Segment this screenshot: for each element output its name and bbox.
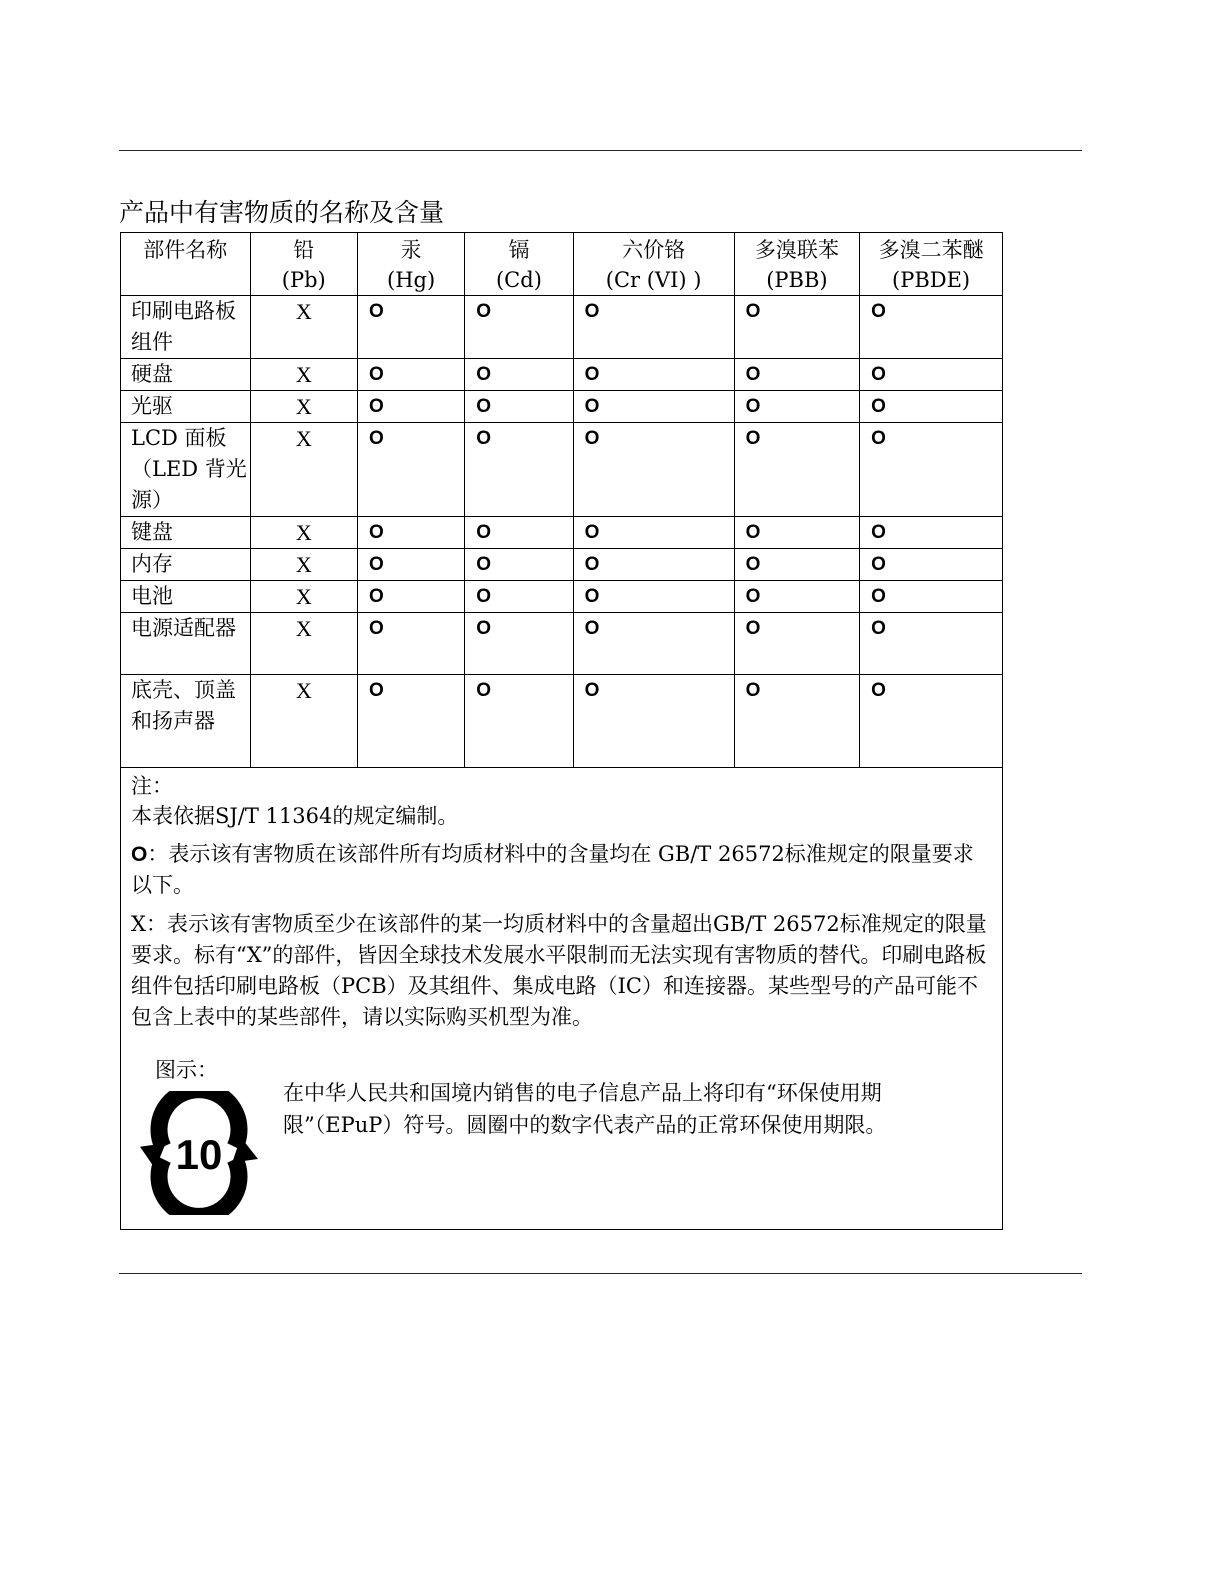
substance-value-cell: X [250,517,357,549]
o-symbol: O [131,843,148,866]
substance-value-cell: O [357,675,464,768]
footer-rule [119,1273,1082,1274]
header-pbde: 多溴二苯醚 (PBDE) [860,233,1003,296]
substance-value-cell: O [734,296,860,359]
substance-value-cell: O [357,296,464,359]
table-row [121,517,1003,549]
hazardous-substances-table [120,232,1003,1230]
substance-value-cell: O [357,613,464,675]
substance-value-cell: O [860,581,1003,613]
notes-x-definition: X：表示该有害物质至少在该部件的某一均质材料中的含量超出GB/T 26572标准规定的限量要求。标有“X”的部件，皆因全球技术发展水平限制而无法实现有害物质的替代。印刷电路板组件包括印刷电路板（PCB）及其组件、集成电路（IC）和连接器。某些型号的产品可能不包含上表中的某些部件，请以实际购买机型为准。 [131,912,987,1029]
substance-value-cell: O [465,517,573,549]
substance-value-cell: O [465,581,573,613]
notes-row [121,768,1003,1230]
header-pbb: 多溴联苯 (PBB) [734,233,860,296]
substance-value-cell: O [734,581,860,613]
legend-label: 图示： [155,1058,218,1082]
substance-value-cell: X [250,581,357,613]
substance-value-cell: O [357,581,464,613]
part-name-cell: 内存 [121,549,251,581]
section-title: 产品中有害物质的名称及含量 [119,198,445,227]
substance-value-cell: O [573,423,734,517]
substance-value-cell: O [465,423,573,517]
substance-value-cell: O [465,675,573,768]
substance-value-cell: O [357,359,464,391]
substance-value-cell: O [573,675,734,768]
part-name-cell: 光驱 [121,391,251,423]
substance-value-cell: O [465,391,573,423]
header-cadmium: 镉 (Cd) [465,233,573,296]
part-name-cell: 电源适配器 [121,613,251,675]
table-row [121,296,1003,359]
legend-text: 在中华人民共和国境内销售的电子信息产品上将印有“环保使用期限”（EPuP）符号。圆圈中的数字代表产品的正常环保使用期限。 [283,1081,887,1137]
notes-basis: 本表依据SJ/T 11364的规定编制。 [131,804,459,828]
substance-value-cell: O [465,296,573,359]
substance-value-cell: O [573,517,734,549]
substance-value-cell: O [573,359,734,391]
table-row [121,581,1003,613]
substance-value-cell: O [734,517,860,549]
substance-value-cell: O [860,517,1003,549]
substance-value-cell: O [734,675,860,768]
part-name-cell: 底壳、顶盖和扬声器 [121,675,251,768]
epup-number: 10 [175,1131,223,1178]
part-name-cell: LCD 面板（LED 背光源） [121,423,251,517]
substance-value-cell: O [860,359,1003,391]
epup-10-icon [131,1091,267,1215]
notes-o-definition: O：表示该有害物质在该部件所有均质材料中的含量均在 GB/T 26572标准规定的限量要求以下。 [131,842,974,897]
substance-value-cell: O [573,581,734,613]
table-row [121,613,1003,675]
substance-value-cell: O [860,613,1003,675]
table-row [121,391,1003,423]
part-name-cell: 印刷电路板组件 [121,296,251,359]
header-chromium-vi: 六价铬 (Cr (VI) ) [573,233,734,296]
substance-value-cell: X [250,549,357,581]
part-name-cell: 电池 [121,581,251,613]
header-rule [119,150,1082,151]
substance-value-cell: O [734,423,860,517]
substance-value-cell: O [860,423,1003,517]
substance-value-cell: X [250,423,357,517]
substance-value-cell: O [573,549,734,581]
substance-value-cell: O [573,391,734,423]
substance-value-cell: O [357,391,464,423]
substance-value-cell: O [734,359,860,391]
substance-value-cell: O [734,549,860,581]
table-header-row [121,233,1003,296]
header-part-name: 部件名称 [121,233,251,296]
notes-label: 注： [131,774,173,798]
epup-legend [131,1055,992,1223]
substance-value-cell: O [357,517,464,549]
substance-value-cell: O [860,296,1003,359]
substance-value-cell: O [860,675,1003,768]
header-mercury: 汞 (Hg) [357,233,464,296]
table-row [121,549,1003,581]
substance-value-cell: O [465,359,573,391]
substance-value-cell: O [734,391,860,423]
substance-value-cell: O [573,296,734,359]
part-name-cell: 硬盘 [121,359,251,391]
table-row [121,423,1003,517]
substance-value-cell: O [860,549,1003,581]
table-row [121,675,1003,768]
substance-value-cell: X [250,296,357,359]
substance-value-cell: O [573,613,734,675]
substance-value-cell: O [734,613,860,675]
substance-value-cell: X [250,391,357,423]
substance-value-cell: O [465,549,573,581]
substance-value-cell: O [860,391,1003,423]
substance-value-cell: O [357,549,464,581]
substance-value-cell: O [357,423,464,517]
part-name-cell: 键盘 [121,517,251,549]
substance-value-cell: X [250,359,357,391]
substance-value-cell: X [250,675,357,768]
table-row [121,359,1003,391]
substance-value-cell: O [465,613,573,675]
header-lead: 铅 (Pb) [250,233,357,296]
substance-value-cell: X [250,613,357,675]
notes-cell [121,768,1003,1230]
